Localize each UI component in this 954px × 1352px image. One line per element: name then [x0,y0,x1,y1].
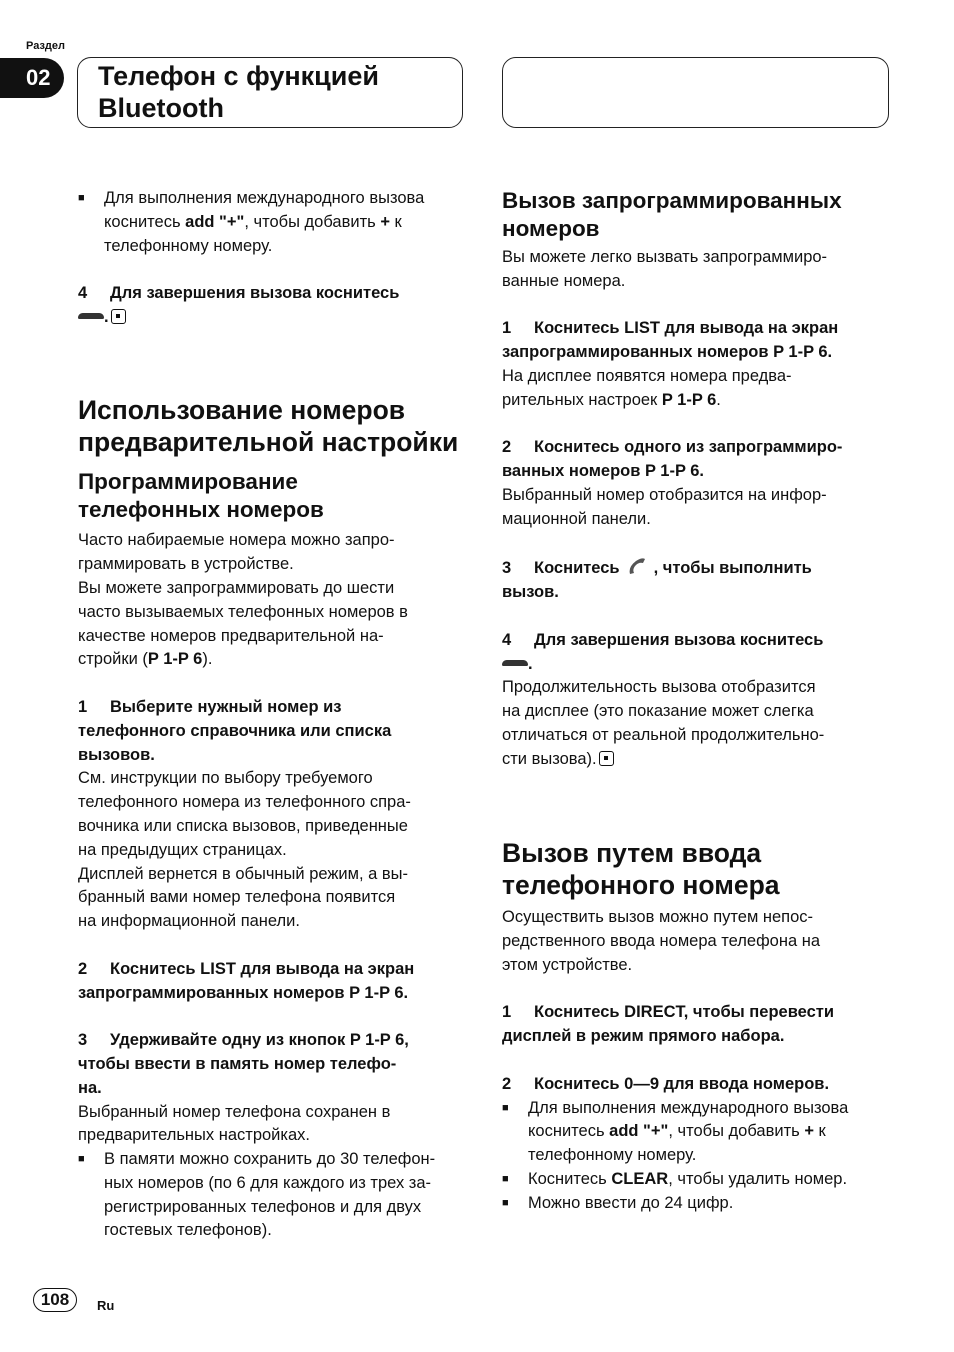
section-label: Раздел [26,40,65,52]
step-end-call: 4 Для завершения вызова коснитесь . [78,284,400,326]
step-2-digits: 2 Коснитесь 0—9 для ввода номеров. [502,1074,830,1093]
right-column [502,187,892,1215]
paragraph-call-duration: Продолжительность вызова отобразится на дисплее (это показание может слегка отличаться от реальной продолжительно- сти вызова). [502,678,825,768]
step-3-hold-button: 3 Удерживайте одну из кнопок P 1-P 6, чтобы ввести в память номер телефо- на. [78,1031,409,1097]
paragraph-saved: Выбранный номер телефона сохранен в предварительных настройках. [78,1102,391,1145]
page-number: 108 [33,1288,77,1312]
bullet-marker: ■ [502,1196,509,1209]
chapter-title-box [77,57,463,128]
chapter-title-line2: Bluetooth [98,93,224,123]
hang-up-icon [502,660,528,669]
empty-header-box [502,57,889,128]
bullet-marker: ■ [502,1172,509,1185]
section-heading-preset: Использование номеров предварительной настройки [78,395,459,458]
bullet-marker: ■ [78,192,85,204]
section-heading-direct-dial: Вызов путем ввода телефонного номера [502,838,780,901]
step-2-list: 2 Коснитесь LIST для вывода на экран запрограммированных номеров P 1-P 6. [78,959,415,1002]
subheading-programming: Программирование телефонных номеров [78,469,324,523]
step-1-select-number: 1 Выберите нужный номер из телефонного справочника или списка вызовов. [78,697,392,764]
paragraph-call-programmed: Вы можете легко вызвать запрограммиро- ванные номера. [502,248,828,290]
subheading-call-programmed: Вызов запрограммированных номеров [502,188,842,241]
section-number-badge: 02 [0,58,64,98]
bullet-marker: ■ [78,1153,85,1166]
language-label: Ru [97,1298,115,1313]
bullet-max-digits: ■ Можно ввести до 24 цифр. [502,1192,892,1216]
step-1-list: 1 Коснитесь LIST для вывода на экран запрограммированных номеров P 1-P 6. [502,319,839,362]
paragraph-intro: Часто набираемые номера можно запро- граммировать в устройстве. Вы можете запрограммировать до шести часто вызываемых телефонных номеров в качестве номеров предварительной на- стройки (P 1-P 6). [78,531,408,669]
step-4-end-call: 4 Для завершения вызова коснитесь . [502,630,824,673]
left-column [78,187,464,1243]
step-1-direct: 1 Коснитесь DIRECT, чтобы перевести дисплей в режим прямого набора. [502,1003,834,1046]
end-mark-icon [111,309,126,324]
paragraph-presets-appear: На дисплее появятся номера предва- рительных настроек P 1-P 6. [502,366,792,409]
bullet-memory-capacity: ■ В памяти можно сохранить до 30 телефон- ных номеров (по 6 для каждого из трех за- регистрированных телефонов и для двух гостевых телефонов). [78,1150,436,1240]
bullet-clear: ■ Коснитесь CLEAR, чтобы удалить номер. [502,1168,892,1192]
paragraph-number-displayed: Выбранный номер отобразится на инфор- мационной панели. [502,485,827,528]
step-3-make-call: 3 Коснитесь , чтобы выполнить вызов. [502,555,892,605]
end-mark-icon [599,751,614,766]
hang-up-icon [78,313,104,322]
paragraph-direct-dial: Осуществить вызов можно путем непос- редственного ввода номера телефона на этом устройстве. [502,908,821,974]
bullet-marker: ■ [502,1101,509,1114]
step-2-touch-number: 2 Коснитесь одного из запрограммиро- ванных номеров P 1-P 6. [502,438,843,481]
chapter-title-line1: Телефон с функцией [98,61,379,91]
bullet-international-call: ■ Для выполнения международного вызова коснитесь add "+", чтобы добавить + к телефонному номеру. [502,1098,849,1165]
phone-call-icon [624,555,650,579]
paragraph-step1-info: См. инструкции по выбору требуемого телефонного номера из телефонного спра- вочника или списка вызовов, приведенные на предыдущих страницах. Дисплей вернется в обычный режим, а вы- бранный вами номер телефона появится на информационной панели. [78,769,411,931]
bullet-international-call: ■ Для выполнения международного вызова коснитесь add "+", чтобы добавить + к телефонному номеру. [78,189,425,255]
